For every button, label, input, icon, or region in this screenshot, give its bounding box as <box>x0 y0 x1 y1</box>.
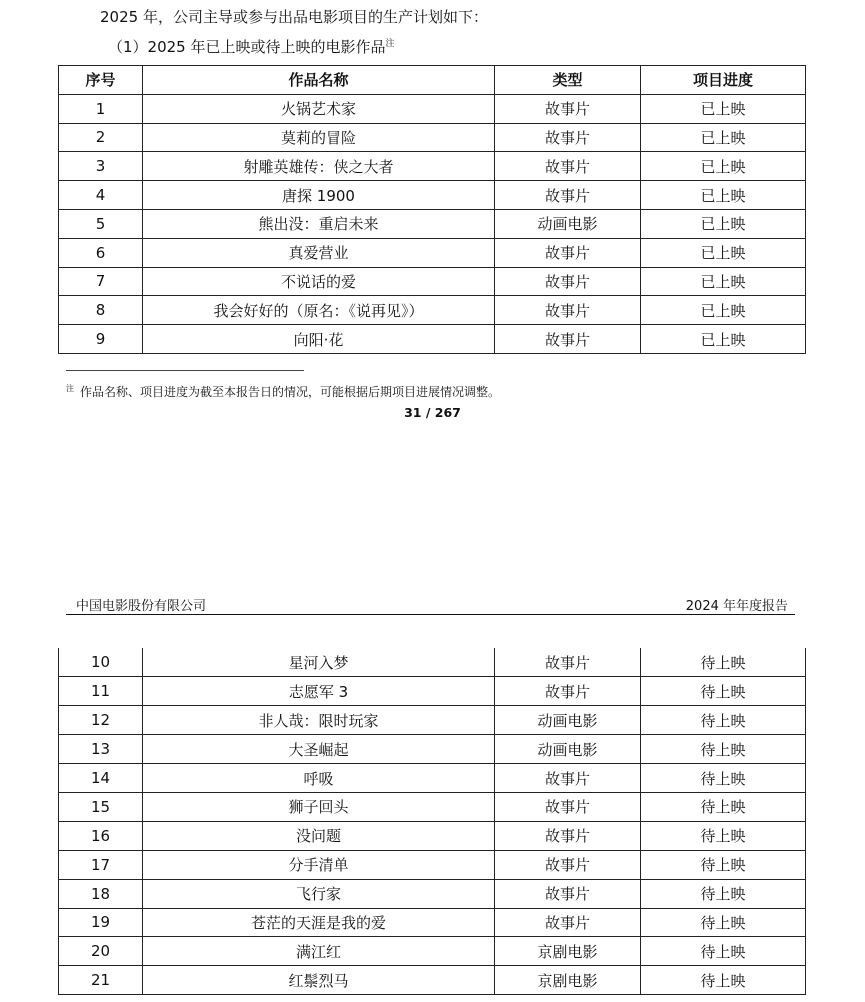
header-progress: 项目进度 <box>641 66 806 95</box>
cell-progress: 已上映 <box>641 238 806 267</box>
cell-progress: 已上映 <box>641 123 806 152</box>
table-row <box>59 879 806 908</box>
cell-type: 故事片 <box>495 764 641 793</box>
table-row <box>59 735 806 764</box>
cell-title: 志愿军 3 <box>143 677 495 706</box>
cell-progress: 待上映 <box>641 966 806 995</box>
cell-title: 非人哉：限时玩家 <box>143 706 495 735</box>
cell-type: 故事片 <box>495 648 641 677</box>
cell-index: 20 <box>59 937 143 966</box>
table-row <box>59 706 806 735</box>
cell-title: 射雕英雄传：侠之大者 <box>143 152 495 181</box>
cell-type: 故事片 <box>495 238 641 267</box>
cell-index: 15 <box>59 792 143 821</box>
cell-type: 故事片 <box>495 296 641 325</box>
cell-index: 11 <box>59 677 143 706</box>
table-row <box>59 296 806 325</box>
table-row <box>59 152 806 181</box>
table-heading <box>108 36 395 57</box>
table-row <box>59 325 806 354</box>
cell-index: 7 <box>59 267 143 296</box>
header-divider <box>66 614 795 615</box>
cell-type: 故事片 <box>495 879 641 908</box>
table-row <box>59 850 806 879</box>
cell-index: 13 <box>59 735 143 764</box>
footnote-text: 作品名称、项目进度为截至本报告日的情况，可能根据后期项目进展情况调整。 <box>80 385 501 399</box>
footnote-ref: 注 <box>385 39 395 49</box>
cell-index: 16 <box>59 821 143 850</box>
cell-index: 8 <box>59 296 143 325</box>
cell-title: 不说话的爱 <box>143 267 495 296</box>
cell-type: 故事片 <box>495 94 641 123</box>
cell-index: 19 <box>59 908 143 937</box>
table-row <box>59 792 806 821</box>
cell-type: 故事片 <box>495 181 641 210</box>
cell-title: 真爱营业 <box>143 238 495 267</box>
cell-title: 火锅艺术家 <box>143 94 495 123</box>
cell-index: 3 <box>59 152 143 181</box>
cell-progress: 待上映 <box>641 850 806 879</box>
cell-index: 6 <box>59 238 143 267</box>
table-row <box>59 677 806 706</box>
cell-progress: 待上映 <box>641 821 806 850</box>
cell-progress: 已上映 <box>641 325 806 354</box>
footnote <box>66 383 500 400</box>
cell-progress: 已上映 <box>641 296 806 325</box>
table-row <box>59 821 806 850</box>
header-report-title: 2024 年年度报告 <box>685 599 788 614</box>
cell-progress: 待上映 <box>641 764 806 793</box>
cell-progress: 已上映 <box>641 181 806 210</box>
table-heading-text: （1）2025 年已上映或待上映的电影作品 <box>108 38 386 56</box>
cell-progress: 已上映 <box>641 94 806 123</box>
cell-type: 动画电影 <box>495 706 641 735</box>
cell-progress: 待上映 <box>641 648 806 677</box>
cell-index: 14 <box>59 764 143 793</box>
cell-title: 唐探 1900 <box>143 181 495 210</box>
cell-index: 10 <box>59 648 143 677</box>
cell-progress: 已上映 <box>641 267 806 296</box>
cell-index: 5 <box>59 209 143 238</box>
table-row <box>59 937 806 966</box>
cell-progress: 待上映 <box>641 879 806 908</box>
cell-type: 故事片 <box>495 677 641 706</box>
table-row <box>59 123 806 152</box>
cell-type: 故事片 <box>495 792 641 821</box>
table-row <box>59 966 806 995</box>
cell-index: 2 <box>59 123 143 152</box>
cell-title: 狮子回头 <box>143 792 495 821</box>
cell-type: 故事片 <box>495 267 641 296</box>
cell-type: 动画电影 <box>495 209 641 238</box>
cell-progress: 待上映 <box>641 735 806 764</box>
cell-title: 星河入梦 <box>143 648 495 677</box>
cell-progress: 待上映 <box>641 792 806 821</box>
cell-index: 4 <box>59 181 143 210</box>
cell-type: 故事片 <box>495 123 641 152</box>
cell-index: 18 <box>59 879 143 908</box>
cell-title: 熊出没：重启未来 <box>143 209 495 238</box>
cell-index: 1 <box>59 94 143 123</box>
film-table-page1 <box>58 65 806 354</box>
table-row <box>59 238 806 267</box>
cell-title: 飞行家 <box>143 879 495 908</box>
intro-text: 2025 年，公司主导或参与出品电影项目的生产计划如下： <box>100 8 488 26</box>
cell-title: 红鬃烈马 <box>143 966 495 995</box>
cell-title: 我会好好的（原名：《说再见》） <box>143 296 495 325</box>
footnote-mark: 注 <box>66 384 74 393</box>
cell-index: 17 <box>59 850 143 879</box>
cell-title: 大圣崛起 <box>143 735 495 764</box>
cell-index: 9 <box>59 325 143 354</box>
cell-progress: 待上映 <box>641 908 806 937</box>
cell-progress: 待上映 <box>641 706 806 735</box>
film-table-page2 <box>58 648 806 995</box>
header-index: 序号 <box>59 66 143 95</box>
table-row <box>59 648 806 677</box>
cell-title: 没问题 <box>143 821 495 850</box>
cell-type: 故事片 <box>495 850 641 879</box>
table-row <box>59 764 806 793</box>
cell-title: 满江红 <box>143 937 495 966</box>
cell-index: 21 <box>59 966 143 995</box>
table-row <box>59 209 806 238</box>
header-company: 中国电影股份有限公司 <box>76 599 207 614</box>
cell-type: 京剧电影 <box>495 966 641 995</box>
cell-title: 分手清单 <box>143 850 495 879</box>
cell-title: 呼吸 <box>143 764 495 793</box>
cell-progress: 已上映 <box>641 209 806 238</box>
cell-index: 12 <box>59 706 143 735</box>
table-row <box>59 181 806 210</box>
header-title: 作品名称 <box>143 66 495 95</box>
cell-type: 故事片 <box>495 152 641 181</box>
cell-progress: 已上映 <box>641 152 806 181</box>
cell-type: 故事片 <box>495 325 641 354</box>
cell-title: 苍茫的天涯是我的爱 <box>143 908 495 937</box>
table-row <box>59 908 806 937</box>
cell-title: 向阳·花 <box>143 325 495 354</box>
cell-title: 莫莉的冒险 <box>143 123 495 152</box>
footnote-divider <box>66 370 304 371</box>
cell-type: 京剧电影 <box>495 937 641 966</box>
cell-type: 动画电影 <box>495 735 641 764</box>
table-row <box>59 94 806 123</box>
cell-progress: 待上映 <box>641 677 806 706</box>
header-type: 类型 <box>495 66 641 95</box>
cell-type: 故事片 <box>495 908 641 937</box>
cell-type: 故事片 <box>495 821 641 850</box>
table-header-row <box>59 66 806 95</box>
cell-progress: 待上映 <box>641 937 806 966</box>
page-number: 31 / 267 <box>404 405 461 420</box>
table-row <box>59 267 806 296</box>
